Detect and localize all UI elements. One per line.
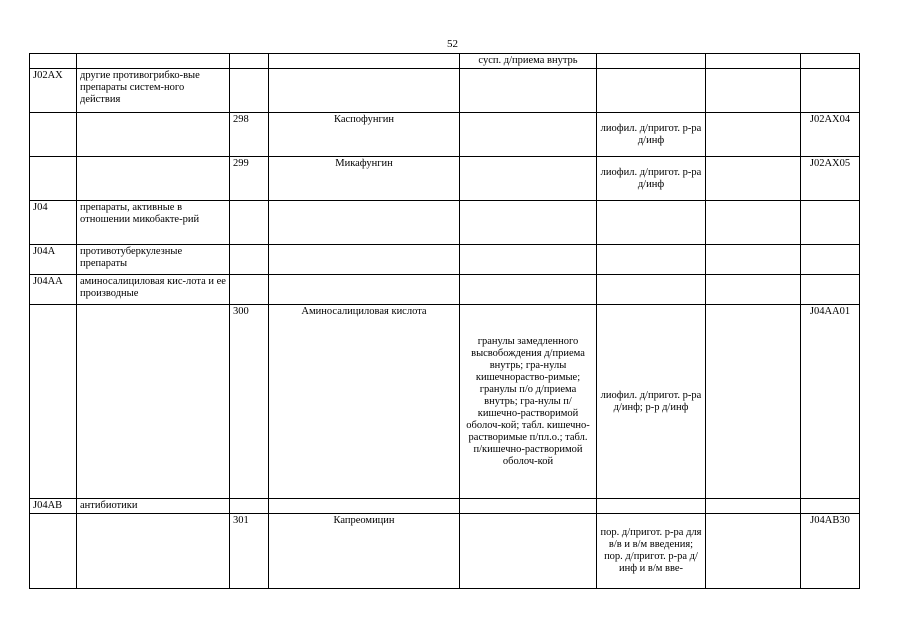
drug-name <box>269 54 460 69</box>
atc-code: J04AA01 <box>801 305 860 499</box>
table-row <box>30 201 860 245</box>
atc-code <box>801 54 860 69</box>
table-row <box>30 305 860 499</box>
drug-name: Аминосалициловая кислота <box>269 305 460 499</box>
item-number <box>230 69 269 113</box>
dosage-forms <box>460 157 597 201</box>
empty-cell <box>706 514 801 589</box>
item-number: 299 <box>230 157 269 201</box>
dosage-forms-alt: лиофил. д/пригот. р-ра д/инф <box>597 113 706 157</box>
drug-name <box>269 275 460 305</box>
empty-cell <box>706 499 801 514</box>
group-name: препараты, активные в отношении микобакте-рий <box>77 201 230 245</box>
dosage-forms-alt <box>597 69 706 113</box>
dosage-forms <box>460 69 597 113</box>
dosage-forms-alt: пор. д/пригот. р-ра для в/в и в/м введения; пор. д/пригот. р-ра д/инф и в/м вве- <box>597 514 706 589</box>
dosage-forms <box>460 514 597 589</box>
table-row <box>30 514 860 589</box>
empty-cell <box>706 245 801 275</box>
dosage-forms <box>460 245 597 275</box>
table-row <box>30 113 860 157</box>
dosage-forms-alt <box>597 245 706 275</box>
dosage-forms-alt: лиофил. д/пригот. р-ра д/инф <box>597 157 706 201</box>
dosage-forms-alt <box>597 54 706 69</box>
atc-code <box>801 245 860 275</box>
empty-cell <box>706 201 801 245</box>
atc-code <box>801 499 860 514</box>
empty-cell <box>706 275 801 305</box>
empty-cell <box>706 54 801 69</box>
table-row <box>30 499 860 514</box>
group-code <box>30 305 77 499</box>
dosage-forms-alt <box>597 275 706 305</box>
item-number <box>230 275 269 305</box>
item-number <box>230 499 269 514</box>
empty-cell <box>706 69 801 113</box>
empty-cell <box>706 113 801 157</box>
group-name <box>77 54 230 69</box>
group-code: J04AB <box>30 499 77 514</box>
atc-code <box>801 69 860 113</box>
group-code <box>30 157 77 201</box>
group-name: аминосалициловая кис-лота и ее производные <box>77 275 230 305</box>
table-row <box>30 69 860 113</box>
dosage-forms <box>460 499 597 514</box>
table-row <box>30 275 860 305</box>
group-name <box>77 157 230 201</box>
table-row <box>30 245 860 275</box>
group-code: J04AA <box>30 275 77 305</box>
group-code: J04 <box>30 201 77 245</box>
item-number <box>230 245 269 275</box>
group-code <box>30 54 77 69</box>
item-number <box>230 201 269 245</box>
table-row <box>30 157 860 201</box>
dosage-forms <box>460 201 597 245</box>
drug-table <box>29 53 860 589</box>
drug-name <box>269 499 460 514</box>
atc-code <box>801 201 860 245</box>
group-name: антибиотики <box>77 499 230 514</box>
dosage-forms <box>460 113 597 157</box>
item-number: 298 <box>230 113 269 157</box>
group-name <box>77 113 230 157</box>
empty-cell <box>706 305 801 499</box>
dosage-forms: сусп. д/приема внутрь <box>460 54 597 69</box>
item-number: 301 <box>230 514 269 589</box>
atc-code: J02AX05 <box>801 157 860 201</box>
drug-name <box>269 245 460 275</box>
page-number: 52 <box>447 38 458 50</box>
drug-name <box>269 69 460 113</box>
empty-cell <box>706 157 801 201</box>
group-code: J02AX <box>30 69 77 113</box>
group-name: другие противогрибко-вые препараты систем-ного действия <box>77 69 230 113</box>
drug-name: Микафунгин <box>269 157 460 201</box>
dosage-forms <box>460 275 597 305</box>
atc-code: J04AB30 <box>801 514 860 589</box>
atc-code: J02AX04 <box>801 113 860 157</box>
group-name <box>77 305 230 499</box>
drug-name: Каспофунгин <box>269 113 460 157</box>
group-code <box>30 113 77 157</box>
dosage-forms-alt <box>597 201 706 245</box>
group-code <box>30 514 77 589</box>
drug-name: Капреомицин <box>269 514 460 589</box>
group-name <box>77 514 230 589</box>
dosage-forms-alt: лиофил. д/пригот. р-ра д/инф; р-р д/инф <box>597 305 706 499</box>
item-number <box>230 54 269 69</box>
group-code: J04A <box>30 245 77 275</box>
item-number: 300 <box>230 305 269 499</box>
dosage-forms: гранулы замедленного высвобождения д/приема внутрь; гра-нулы кишечнораство-римые; гранулы п/о д/приема внутрь; гра-нулы п/кишечно-растворимой оболоч-кой; табл. кишечно-растворимые п/пл.о.; табл. п/кишечно-растворимой оболоч-кой <box>460 305 597 499</box>
table-row <box>30 54 860 69</box>
dosage-forms-alt <box>597 499 706 514</box>
atc-code <box>801 275 860 305</box>
group-name: противотуберкулезные препараты <box>77 245 230 275</box>
drug-name <box>269 201 460 245</box>
